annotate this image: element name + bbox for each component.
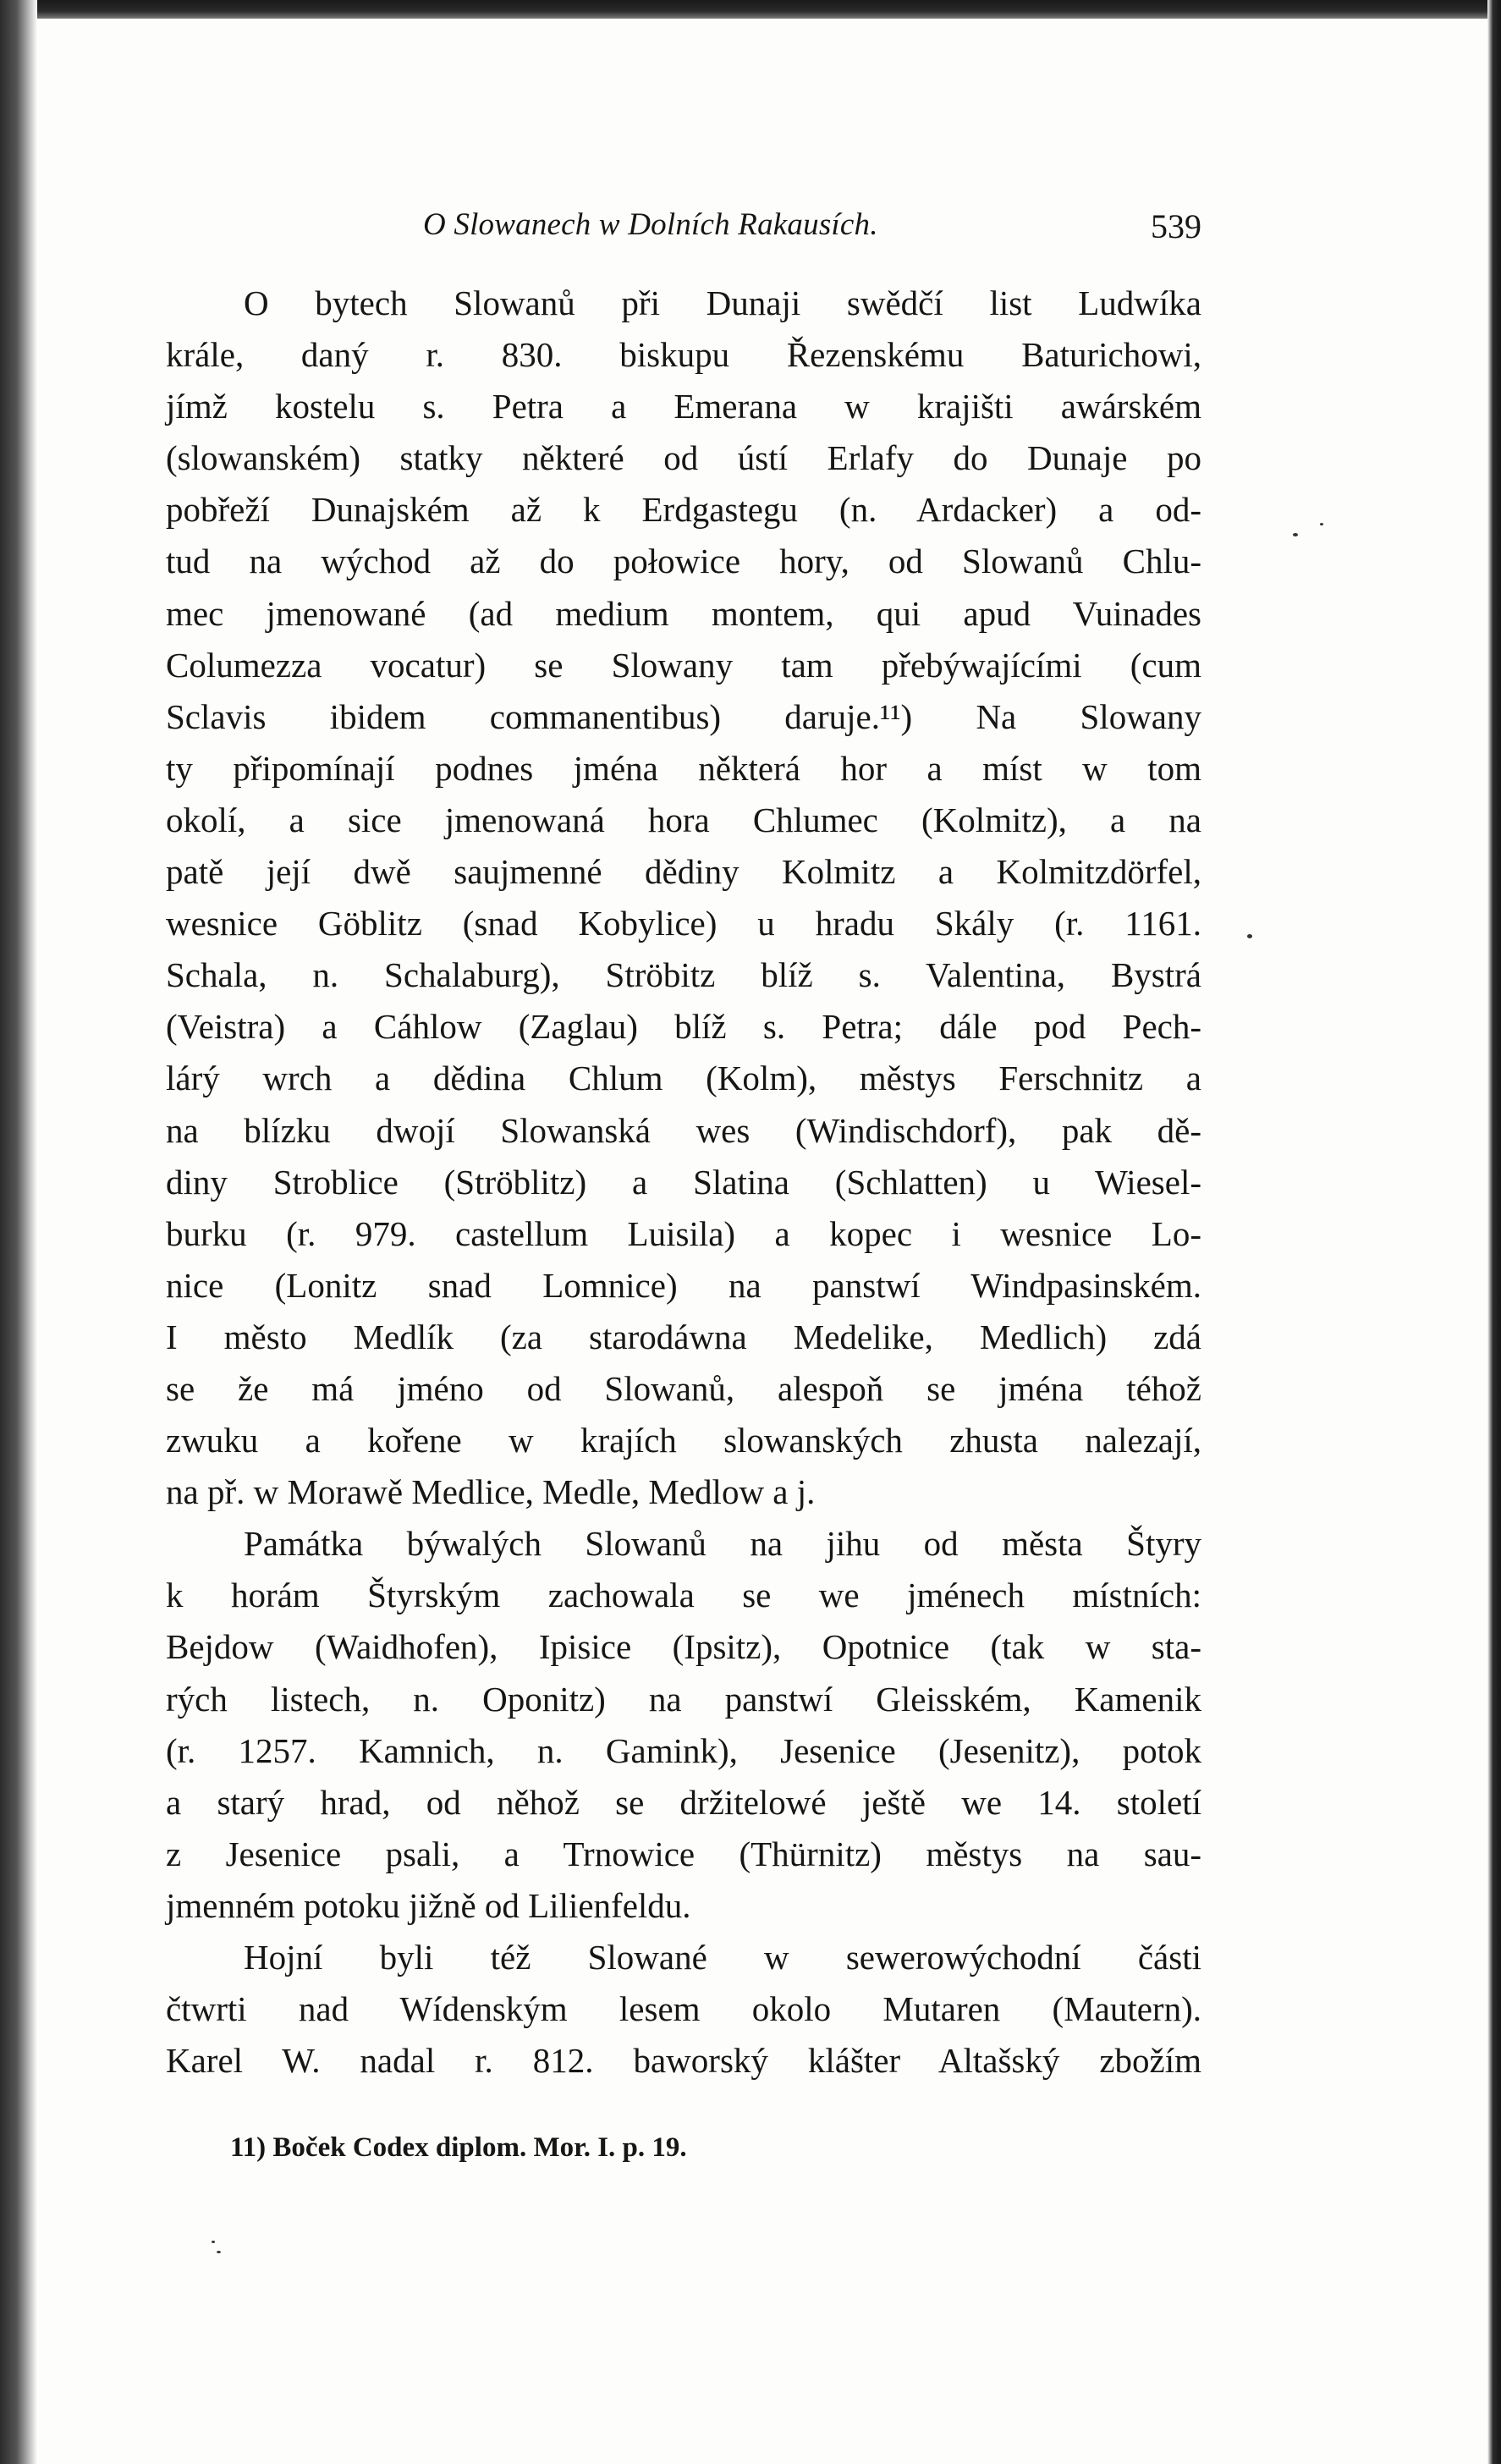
- page-number: 539: [1151, 207, 1201, 245]
- text-line: nice (Lonitz snad Lomnice) na panstwí Windpasinském.: [166, 1265, 1201, 1305]
- scan-edge-right: [1487, 0, 1501, 2464]
- text-line: krále, daný r. 830. biskupu Řezenskému Baturichowi,: [166, 335, 1201, 375]
- text-line: (slowanském) statky některé od ústí Erlafy do Dunaje po: [166, 438, 1201, 478]
- text-line: patě její dwě saujmenné dědiny Kolmitz a Kolmitzdörfel,: [166, 852, 1201, 892]
- text-line: (Veistra) a Cáhlow (Zaglau) blíž s. Petra; dále pod Pech-: [166, 1007, 1201, 1047]
- scan-speck: [212, 2241, 215, 2243]
- text-line: na př. w Morawě Medlice, Medle, Medlow a j.: [166, 1472, 816, 1512]
- scan-speck: [1320, 523, 1323, 525]
- text-line: a starý hrad, od něhož se držitelowé ještě we 14. století: [166, 1782, 1201, 1822]
- scan-speck: [1293, 533, 1298, 536]
- text-line: wesnice Göblitz (snad Kobylice) u hradu Skály (r. 1161.: [166, 904, 1201, 943]
- text-line: tud na wýchod až do połowice hory, od Slowanů Chlu-: [166, 542, 1201, 581]
- scan-edge-top: [0, 0, 1501, 19]
- text-line: Schala, n. Schalaburg), Ströbitz blíž s. Valentina, Bystrá: [166, 955, 1201, 995]
- text-line: Hojní byli též Slowané w sewerowýchodní části: [244, 1938, 1201, 1977]
- text-line: zwuku a kořene w krajích slowanských zhusta nalezají,: [166, 1421, 1201, 1460]
- text-line: Památka býwalých Slowanů na jihu od města Štyry: [244, 1524, 1201, 1564]
- scan-speck: [1247, 934, 1252, 938]
- text-line: rých listech, n. Oponitz) na panstwí Gleisském, Kamenik: [166, 1679, 1201, 1719]
- text-line: I město Medlík (za starodáwna Medelike, Medlich) zdá: [166, 1317, 1201, 1356]
- page-header: [169, 206, 1201, 257]
- text-line: (r. 1257. Kamnich, n. Gamink), Jesenice (Jesenitz), potok: [166, 1730, 1201, 1770]
- text-line: Bejdow (Waidhofen), Ipisice (Ipsitz), Opotnice (tak w sta-: [166, 1627, 1201, 1667]
- text-line: lárý wrch a dědina Chlum (Kolm), městys Ferschnitz a: [166, 1059, 1201, 1098]
- text-line: čtwrti nad Wídenským lesem okolo Mutaren (Mautern).: [166, 1989, 1201, 2029]
- text-line: na blízku dwojí Slowanská wes (Windischdorf), pak dě-: [166, 1110, 1201, 1150]
- body-text: [166, 278, 1201, 2087]
- text-line: Columezza vocatur) se Slowany tam přebýwajícími (cum: [166, 645, 1201, 685]
- text-line: diny Stroblice (Ströblitz) a Slatina (Schlatten) u Wiesel-: [166, 1162, 1201, 1202]
- text-line: pobřeží Dunajském až k Erdgastegu (n. Ardacker) a od-: [166, 490, 1201, 530]
- scan-speck: [217, 2251, 221, 2253]
- footnote: 11) Boček Codex diplom. Mor. I. p. 19.: [230, 2132, 687, 2163]
- text-line: se že má jméno od Slowanů, alespoň se jména téhož: [166, 1368, 1201, 1408]
- text-line: mec jmenowané (ad medium montem, qui apud Vuinades: [166, 593, 1201, 633]
- text-line: jmenném potoku jižně od Lilienfeldu.: [166, 1885, 691, 1925]
- text-line: k horám Štyrským zachowala se we jménech místních:: [166, 1576, 1201, 1615]
- text-line: Karel W. nadal r. 812. baworský klášter Altašský zbožím: [166, 2041, 1201, 2081]
- text-line: Sclavis ibidem commanentibus) daruje.¹¹) Na Slowany: [166, 696, 1201, 736]
- scan-edge-left: [0, 0, 37, 2464]
- text-line: z Jesenice psali, a Trnowice (Thürnitz) městys na sau-: [166, 1834, 1201, 1873]
- text-line: burku (r. 979. castellum Luisila) a kopec i wesnice Lo-: [166, 1213, 1201, 1253]
- text-line: ty připomínají podnes jména některá hor a míst w tom: [166, 748, 1201, 788]
- text-line: O bytech Slowanů při Dunaji swědčí list Ludwíka: [244, 283, 1201, 322]
- text-line: jímž kostelu s. Petra a Emerana w krajišti awárském: [166, 387, 1201, 426]
- running-head: O Slowanech w Dolních Rakausích.: [423, 207, 878, 242]
- text-line: okolí, a sice jmenowaná hora Chlumec (Kolmitz), a na: [166, 800, 1201, 839]
